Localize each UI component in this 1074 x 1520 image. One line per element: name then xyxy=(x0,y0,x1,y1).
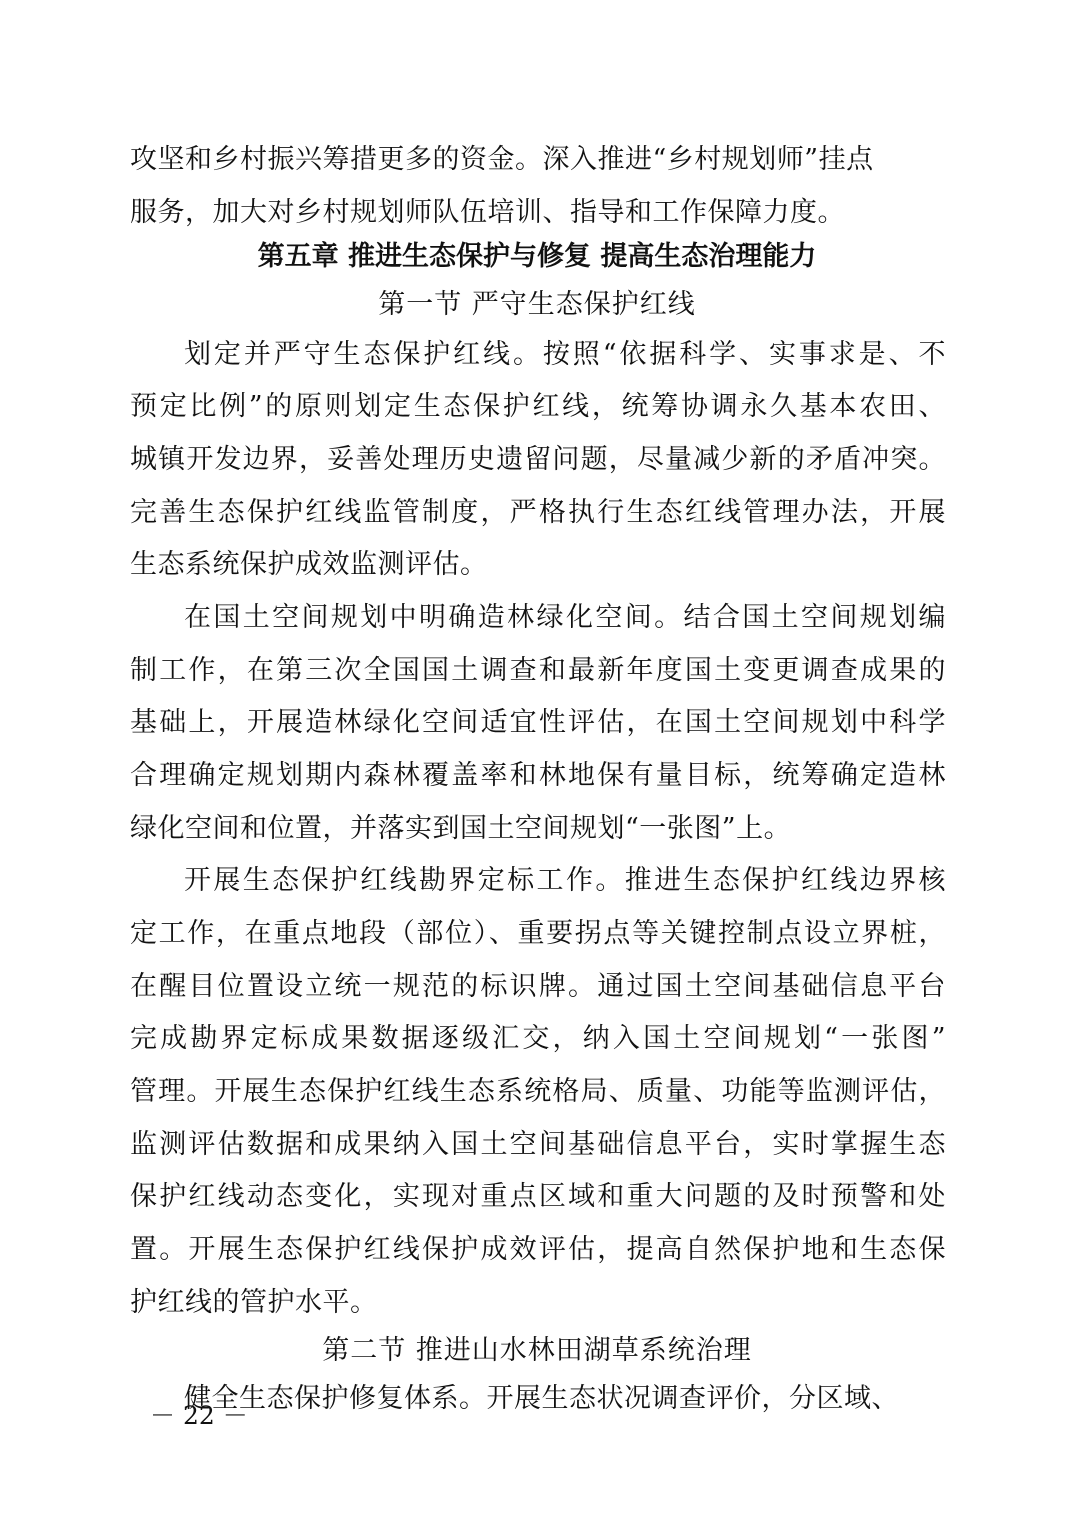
text-line: 制工作，在第三次全国国土调查和最新年度国土变更调查成果的 xyxy=(130,655,946,686)
text-line: 预定比例”的原则划定生态保护红线，统筹协调永久基本农田、 xyxy=(130,391,946,422)
chapter-heading: 第五章 推进生态保护与修复 提高生态治理能力 xyxy=(257,241,817,272)
text-line: 置。开展生态保护红线保护成效评估，提高自然保护地和生态保 xyxy=(130,1234,946,1265)
text-line: 定工作，在重点地段（部位）、重要拐点等关键控制点设立界桩， xyxy=(130,918,946,949)
text-line: 保护红线动态变化，实现对重点区域和重大问题的及时预警和处 xyxy=(130,1181,946,1212)
text-line: 生态系统保护成效监测评估。 xyxy=(130,549,488,580)
text-line: 完成勘界定标成果数据逐级汇交，纳入国土空间规划“一张图” xyxy=(130,1023,946,1054)
text-line: 开展生态保护红线勘界定标工作。推进生态保护红线边界核 xyxy=(184,865,946,896)
section-heading: 第一节 严守生态保护红线 xyxy=(378,289,696,320)
text-line: 划定并严守生态保护红线。按照“依据科学、实事求是、不 xyxy=(184,339,946,370)
text-line: 合理确定规划期内森林覆盖率和林地保有量目标，统筹确定造林 xyxy=(130,760,946,791)
section-heading: 第二节 推进山水林田湖草系统治理 xyxy=(322,1335,752,1366)
text-line: 监测评估数据和成果纳入国土空间基础信息平台，实时掌握生态 xyxy=(130,1129,946,1160)
text-line: 城镇开发边界，妥善处理历史遗留问题，尽量减少新的矛盾冲突。 xyxy=(130,444,946,475)
text-line: 服务，加大对乡村规划师队伍培训、指导和工作保障力度。 xyxy=(130,197,845,228)
text-line: 攻坚和乡村振兴筹措更多的资金。深入推进“乡村规划师”挂点 xyxy=(130,144,874,175)
page-number: － 22 － xyxy=(150,1401,248,1430)
text-line: 管理。开展生态保护红线生态系统格局、质量、功能等监测评估， xyxy=(130,1076,946,1107)
text-line: 绿化空间和位置，并落实到国土空间规划“一张图”上。 xyxy=(130,813,792,844)
text-line: 完善生态保护红线监管制度，严格执行生态红线管理办法，开展 xyxy=(130,497,946,528)
text-line: 基础上，开展造林绿化空间适宜性评估，在国土空间规划中科学 xyxy=(130,707,946,738)
text-line: 护红线的管护水平。 xyxy=(130,1287,378,1318)
text-line: 健全生态保护修复体系。开展生态状况调查评价，分区域、 xyxy=(184,1383,899,1414)
text-line: 在醒目位置设立统一规范的标识牌。通过国土空间基础信息平台 xyxy=(130,971,946,1002)
text-line: 在国土空间规划中明确造林绿化空间。结合国土空间规划编 xyxy=(184,602,946,633)
